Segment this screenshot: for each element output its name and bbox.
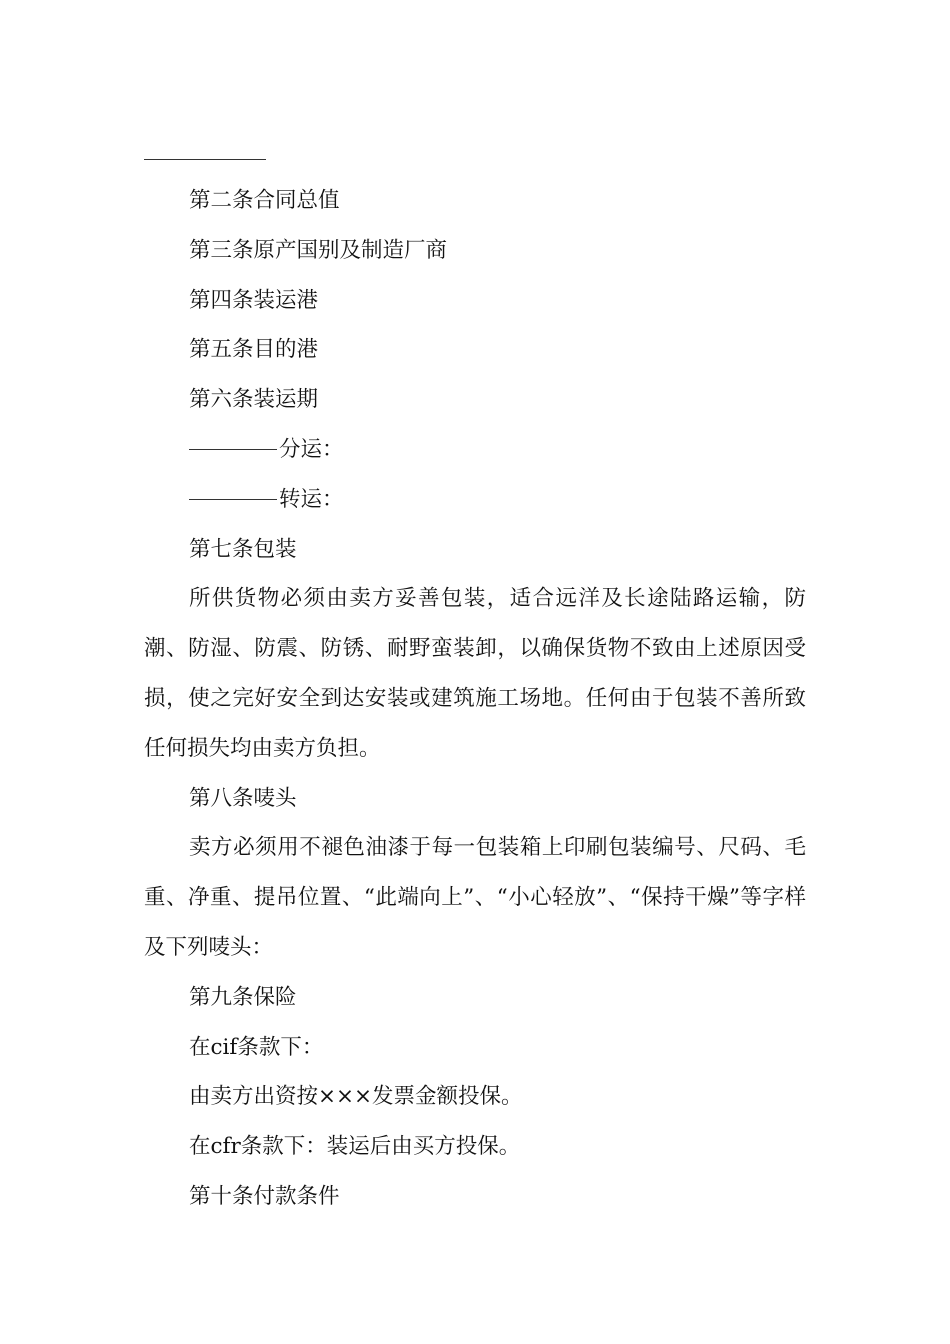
- article-8-heading: 第八条唛头: [189, 785, 297, 811]
- article-6-heading: 第六条装运期: [189, 387, 319, 413]
- fill-in-blank: [189, 498, 277, 500]
- document-body: [144, 176, 806, 1222]
- article-10-heading: 第十条付款条件: [189, 1183, 340, 1209]
- transshipment-line: [144, 475, 806, 525]
- cif-clause: 在cif条款下：: [189, 1034, 324, 1060]
- article-7-body: 所供货物必须由卖方妥善包装，适合远洋及长途陆路运输，防潮、防湿、防震、防锈、耐野蛮装卸，以确保货物不致由上述原因受损，使之完好安全到达安装或建筑施工场地。任何由于包装不善所致任何损失均由卖方负担。: [144, 586, 806, 761]
- article-8-body: 卖方必须用不褪色油漆于每一包装箱上印刷包装编号、尺码、毛重、净重、提吊位置、“此端向上”、“小心轻放”、“保持干燥”等字样及下列唛头：: [144, 835, 806, 960]
- cfr-clause: 在cfr条款下：装运后由买方投保。: [189, 1134, 521, 1160]
- transshipment-label: 转运：: [279, 486, 344, 512]
- article-5-heading: 第五条目的港: [189, 337, 319, 363]
- article-3-heading: 第三条原产国别及制造厂商: [189, 237, 448, 263]
- article-4-heading: 第四条装运港: [189, 287, 319, 313]
- article-2-heading: 第二条合同总值: [189, 188, 340, 213]
- partial-shipment-line: [144, 425, 806, 475]
- top-divider: [144, 159, 266, 160]
- fill-in-blank: [189, 448, 277, 450]
- partial-shipment-label: 分运：: [279, 436, 344, 462]
- article-7-heading: 第七条包装: [189, 536, 297, 562]
- article-9-heading: 第九条保险: [189, 984, 297, 1010]
- cif-clause-detail: 由卖方出资按×××发票金额投保。: [189, 1084, 523, 1110]
